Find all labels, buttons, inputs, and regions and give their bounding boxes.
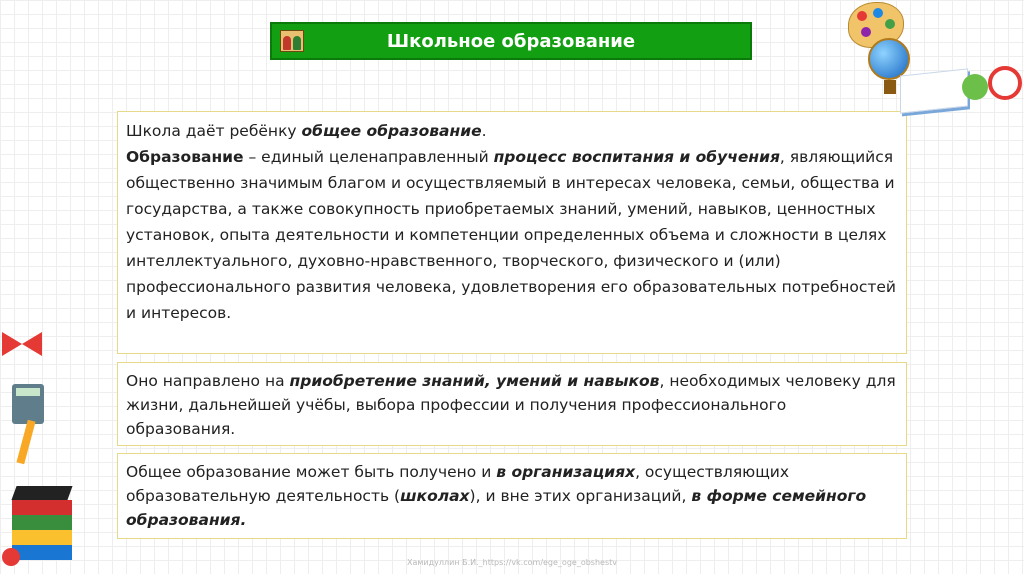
purpose-text-b: , необходимых человеку для жизни, дальнейшей учёбы, выбора профессии и получения профессионального образования.	[126, 372, 896, 438]
definition-text-a: – единый целенаправленный	[243, 148, 494, 166]
organizations-term: в организациях	[496, 463, 636, 481]
purpose-card	[117, 362, 907, 446]
schools-term: школах	[400, 487, 470, 505]
intro-text: Школа даёт ребёнку	[126, 122, 302, 140]
intro-line	[126, 118, 898, 144]
purpose-paragraph	[126, 369, 898, 441]
definition-text-b: , являющийся общественно значимым благом и осуществляемый в интересах человека, семьи, общества и государства, а также совокупность приобретаемых знаний, умений, навыков, ценностных установок, опыта деятельности и компетенции определенных объема и сложности в целях интеллектуального, духовно-нравственного, творческого, физического и (или) профессионального развития человека, удовлетворения его образовательных потребностей и интересов.	[126, 148, 896, 322]
open-book-icon	[900, 68, 968, 113]
education-term: Образование	[126, 148, 244, 166]
forms-text-b: , осуществляющих образовательную деятельность (	[126, 463, 790, 505]
forms-text-a: Общее образование может быть получено и	[126, 463, 497, 481]
red-apple-icon	[2, 548, 20, 566]
forms-card	[117, 453, 907, 539]
graduation-cap-icon	[11, 486, 72, 500]
definition-card	[117, 111, 907, 354]
children-reading-icon	[280, 30, 304, 52]
family-education-term: в форме семейного образования.	[126, 487, 867, 529]
forms-paragraph	[126, 460, 898, 532]
globe-icon	[868, 38, 910, 80]
pencil-icon	[16, 420, 35, 465]
apple-icon	[962, 74, 988, 100]
slide-title: Школьное образование	[386, 30, 636, 52]
intro-period: .	[481, 122, 487, 140]
alarm-clock-icon	[988, 66, 1022, 100]
calculator-screen	[16, 388, 40, 396]
process-term: процесс воспитания и обучения	[493, 148, 780, 166]
bow-icon	[2, 324, 42, 364]
footer-credit: Хамидуллин Б.И._https://vk.com/ege_oge_obshestv	[407, 558, 617, 567]
purpose-text-a: Оно направлено на	[126, 372, 290, 390]
books-stack-icon	[12, 500, 72, 560]
general-education-term: общее образование	[301, 122, 482, 140]
forms-text-c: ), и вне этих организаций,	[469, 487, 692, 505]
definition-paragraph	[126, 144, 898, 326]
globe-stand	[884, 80, 896, 94]
skills-term: приобретение знаний, умений и навыков	[289, 372, 660, 390]
slide-title-bar	[270, 22, 752, 60]
